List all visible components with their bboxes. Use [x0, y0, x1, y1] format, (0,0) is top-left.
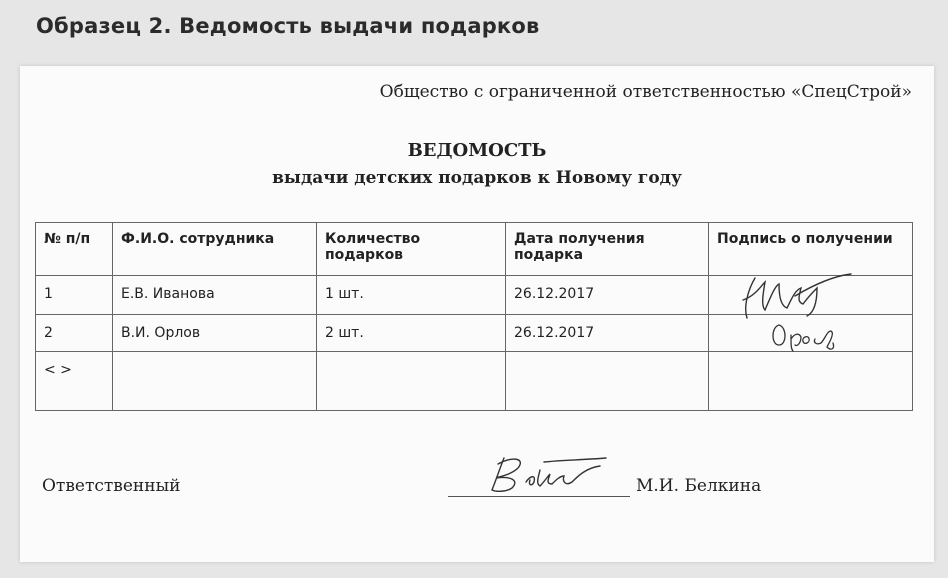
sample-title: Образец 2. Ведомость выдачи подарков — [36, 14, 540, 38]
cell-signature — [709, 352, 913, 411]
header-signature: Подпись о получении — [709, 223, 913, 276]
table-row — [36, 276, 913, 315]
gift-register-table — [35, 222, 913, 411]
header-quantity: Количество подарков — [317, 223, 506, 276]
cell-name: В.И. Орлов — [113, 315, 317, 352]
header-name: Ф.И.О. сотрудника — [113, 223, 317, 276]
cell-name — [113, 352, 317, 411]
document-sheet — [20, 66, 934, 562]
organization-name: Общество с ограниченной ответственностью «СпецСтрой» — [379, 82, 912, 102]
cell-signature — [709, 276, 913, 315]
signature-line — [448, 496, 630, 497]
table-row — [36, 315, 913, 352]
handwritten-signature-orlov — [769, 317, 849, 357]
responsible-name: М.И. Белкина — [636, 476, 762, 496]
header-number: № п/п — [36, 223, 113, 276]
header-date: Дата получения подарка — [506, 223, 709, 276]
cell-signature — [709, 315, 913, 352]
cell-date: 26.12.2017 — [506, 276, 709, 315]
cell-quantity: 1 шт. — [317, 276, 506, 315]
responsible-label: Ответственный — [42, 476, 181, 496]
handwritten-signature-belkina — [482, 454, 612, 496]
document-title: ВЕДОМОСТЬ — [407, 140, 547, 161]
cell-date: 26.12.2017 — [506, 315, 709, 352]
table-row — [36, 352, 913, 411]
cell-quantity — [317, 352, 506, 411]
cell-number: < > — [36, 352, 113, 411]
cell-name: Е.В. Иванова — [113, 276, 317, 315]
cell-number: 1 — [36, 276, 113, 315]
cell-date — [506, 352, 709, 411]
cell-number: 2 — [36, 315, 113, 352]
document-subtitle: выдачи детских подарков к Новому году — [272, 168, 682, 188]
cell-quantity: 2 шт. — [317, 315, 506, 352]
